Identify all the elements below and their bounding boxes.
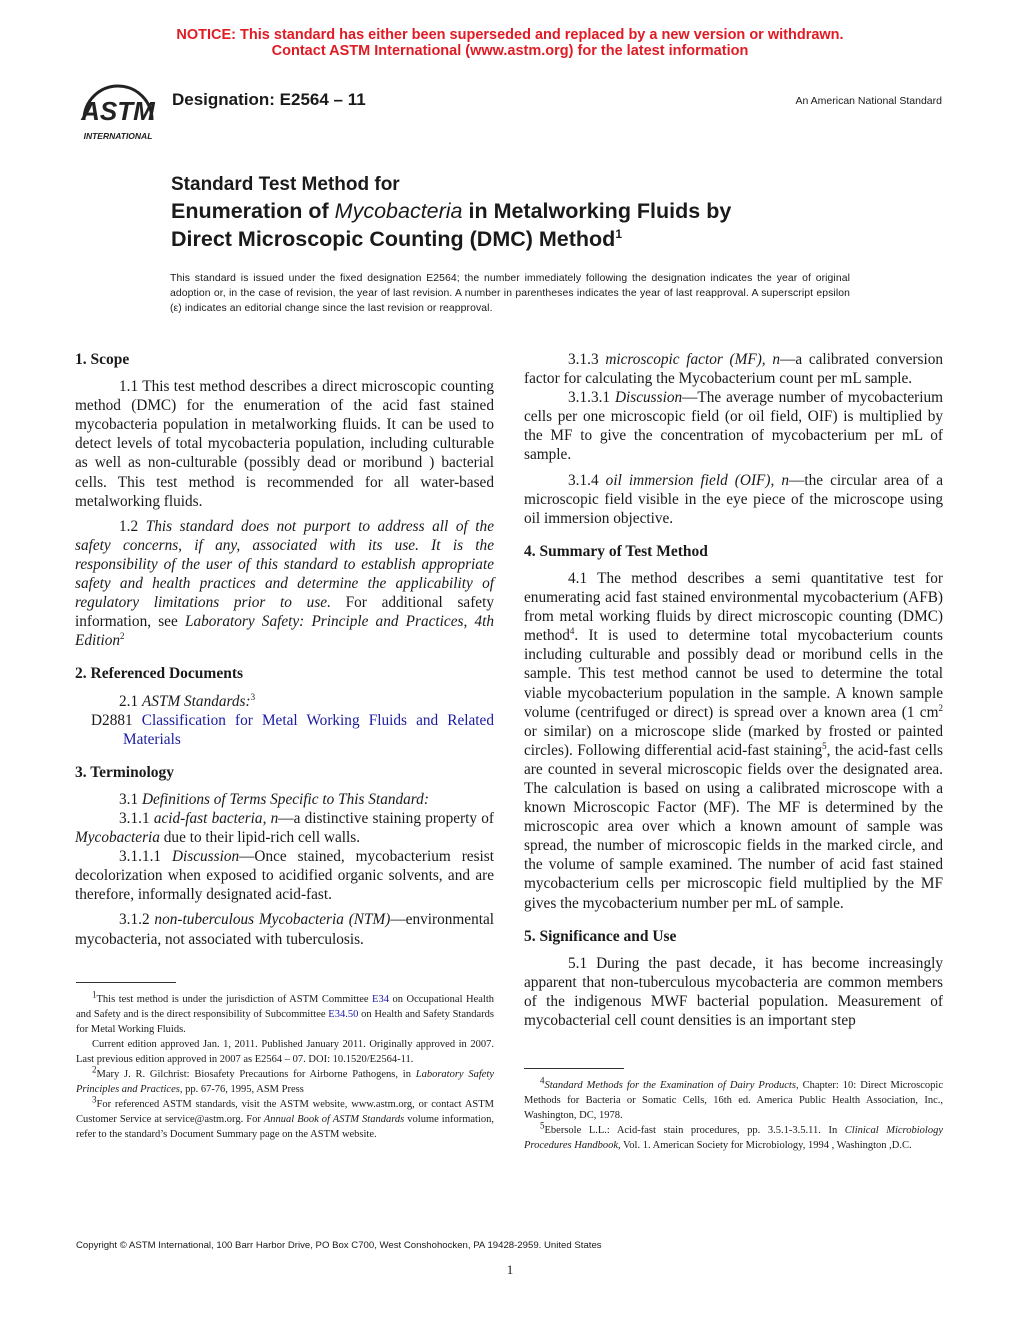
footnote-rule-right [524, 1068, 624, 1069]
notice-line-2: Contact ASTM International (www.astm.org) for the latest information [271, 43, 749, 59]
para-3-1-1: 3.1.1 acid-fast bacteria, n—a distinctive staining property of Mycobacteria due to their lipid-rich cell walls. [75, 809, 494, 847]
e34-50-link[interactable]: E34.50 [328, 1009, 359, 1020]
american-national-standard: An American National Standard [795, 95, 942, 107]
section-2-heading: 2. Referenced Documents [75, 665, 244, 683]
para-1-1: 1.1 This test method describes a direct microscopic counting method (DMC) for the enumeration of the acid fast stained mycobacteria population in metalworking fluids. It can be used to detect levels of total mycobacteria population, including culturable as well as non-culturable (possibly dead or moribund ) bacterial cells. This test method is recommended for all water-based metalworking fluids. [75, 378, 494, 510]
para-3-1-4: 3.1.4 oil immersion field (OIF), n—the circular area of a microscopic field visible in the eye piece of the microscope using oil immersion objective. [524, 471, 943, 527]
logo-text: ASTM [81, 96, 155, 126]
footnote-4: $^4$Standard Methods for the Examination of Dairy Products, Chapter: 10: Direct Microscopic Methods for Bacteria or Somatic Cells, 16th ed. America Public Health Association, Inc., Washington, DC, 1978. [524, 1075, 944, 1121]
para-3-1-1-1: 3.1.1.1 Discussion—Once stained, mycobacterium resist decolorization when exposed to acidified organic solvents, and are therefore, informally designated acid-fast. [75, 848, 494, 904]
reference-d2881: D2881 Classification for Metal Working Fluids and Related Materials [91, 711, 494, 748]
para-3-1-3: 3.1.3 microscopic factor (MF), n—a calibrated conversion factor for calculating the Mycobacterium count per mL sample. [524, 351, 943, 388]
footnote-1-approval: Current edition approved Jan. 1, 2011. Published January 2011. Originally approved in 2007. Last previous edition approved in 2007 as E2564 – 07. DOI: 10.1520/E2564-11. [76, 1039, 494, 1065]
footnote-2: $^2$Mary J. R. Gilchrist: Biosafety Precautions for Airborne Pathogens, in Laboratory Safety Principles and Practices, pp. 67-76, 1995, ASM Press [76, 1064, 495, 1095]
para-5-1: 5.1 During the past decade, it has become increasingly apparent that non-tuberculous mycobacteria are common members of the indigenous MWF bacterial population. Measurement of mycobacterial cell count densities is an important step [524, 954, 943, 1029]
section-1-heading: 1. Scope [75, 351, 130, 368]
footnotes-right [524, 1075, 944, 1153]
page-number: 1 [506, 1262, 514, 1277]
footnote-rule-left [76, 982, 176, 983]
footnotes-left [76, 989, 495, 1142]
e34-link[interactable]: E34 [372, 994, 389, 1005]
astm-logo [74, 76, 162, 144]
right-column [524, 350, 943, 1030]
copyright: Copyright © ASTM International, 100 Barr Harbor Drive, PO Box C700, West Conshohocken, PA 19428-2959. United States [76, 1240, 602, 1251]
title-genus: Mycobacteria [334, 199, 463, 223]
footnote-1: $^1$This test method is under the jurisdiction of ASTM Committee E34 on Occupational Health and Safety and is the direct responsibility of Subcommittee E34.50 on Health and Safety Standards for Metal Working Fluids. [76, 989, 495, 1035]
para-1-2: 1.2 This standard does not purport to address all of the safety concerns, if any, associated with its use. It is the responsibility of the user of this standard to establish appropriate safety and health practices and determine the applicability of regulatory limitations prior to use. For additional safety information, see Laboratory Safety: Principle and Practices, 4th Edition$^2$ [75, 517, 494, 650]
title-line-1: Standard Test Method for [171, 174, 400, 195]
section-4-heading: 4. Summary of Test Method [524, 542, 708, 560]
d2881-link[interactable]: Classification for Metal Working Fluids and Related Materials [123, 711, 494, 748]
title-line-2c: in Metalworking Fluids by [462, 199, 732, 223]
footnote-5: $^5$Ebersole L.L.: Acid-fast stain procedures, pp. 3.5.1-3.5.11. In Clinical Microbiology Procedures Handbook, Vol. 1. American Society for Microbiology, 1994 , Washington ,D.C. [524, 1120, 943, 1151]
title-footnote-ref: 1 [615, 226, 623, 241]
designation: Designation: E2564 – 11 [172, 90, 366, 109]
para-3-1-3-1: 3.1.3.1 Discussion—The average number of mycobacterium cells per one microscopic field (or oil field, OIF) is multiplied by the MF to give the concentration of mycobacterium per mL of sample. [524, 389, 943, 464]
para-4-1: 4.1 The method describes a semi quantitative test for enumerating acid fast stained environmental mycobacterium (AFB) from metal working fluids by direct microscopic counting (DMC) method$^4$. It is used to determine total mycobacterium counts including culturable and possibly dead or moribund cells in the sample. This test method cannot be used to determine the total viable mycobacterium population in the sample. A known sample volume (centrifuged or direct) is spread over a known area (1 $cm^2$ or similar) on a microscope slide (marked by frosted or painted circles). Following differential acid-fast staining$^5$, the acid-fast cells are counted in several microscopic fields over the designated area. The calculation is based on using a calibrated microscope with a known Microscopic Factor (MF). The MF is determined by the microscopic area over which a known amount of sample was spread, the number of microscopic fields in the marked circle, and the volume of sample examined. The number of acid fast stained mycobacterium cells per microscopic field multiplied by the MF gives the mycobacterium number per mL of sample. [524, 569, 943, 912]
footnote-3: $^3$For referenced ASTM standards, visit the ASTM website, www.astm.org, or contact ASTM Customer Service at service@astm.org. For Annual Book of ASTM Standards volume information, refer to the standard’s Document Summary page on the ASTM website. [76, 1094, 494, 1140]
para-2-1: 2.1 ASTM Standards:$^3$ [119, 691, 256, 710]
logo-subtext: INTERNATIONAL [83, 131, 153, 141]
left-column [75, 350, 494, 949]
title-line-2a: Enumeration of [171, 199, 335, 223]
intro-paragraph: This standard is issued under the fixed designation E2564; the number immediately following the designation indicates the year of original adoption or, in the case of revision, the year of last revision. A number in parentheses indicates the year of last reapproval. A superscript epsilon (ε) indicates an editorial change since the last revision or reapproval. [170, 273, 850, 314]
para-3-1: 3.1 Definitions of Terms Specific to This Standard: [119, 790, 429, 808]
section-3-heading: 3. Terminology [75, 763, 175, 781]
title-main [171, 197, 731, 253]
notice-line-1: NOTICE: This standard has either been superseded and replaced by a new version or withdrawn. [176, 27, 844, 43]
section-5-heading: 5. Significance and Use [524, 927, 677, 945]
title-line-3: Direct Microscopic Counting (DMC) Method [171, 227, 616, 251]
para-3-1-2: 3.1.2 non-tuberculous Mycobacteria (NTM)—environmental mycobacteria, not associated with tuberculosis. [75, 911, 495, 948]
